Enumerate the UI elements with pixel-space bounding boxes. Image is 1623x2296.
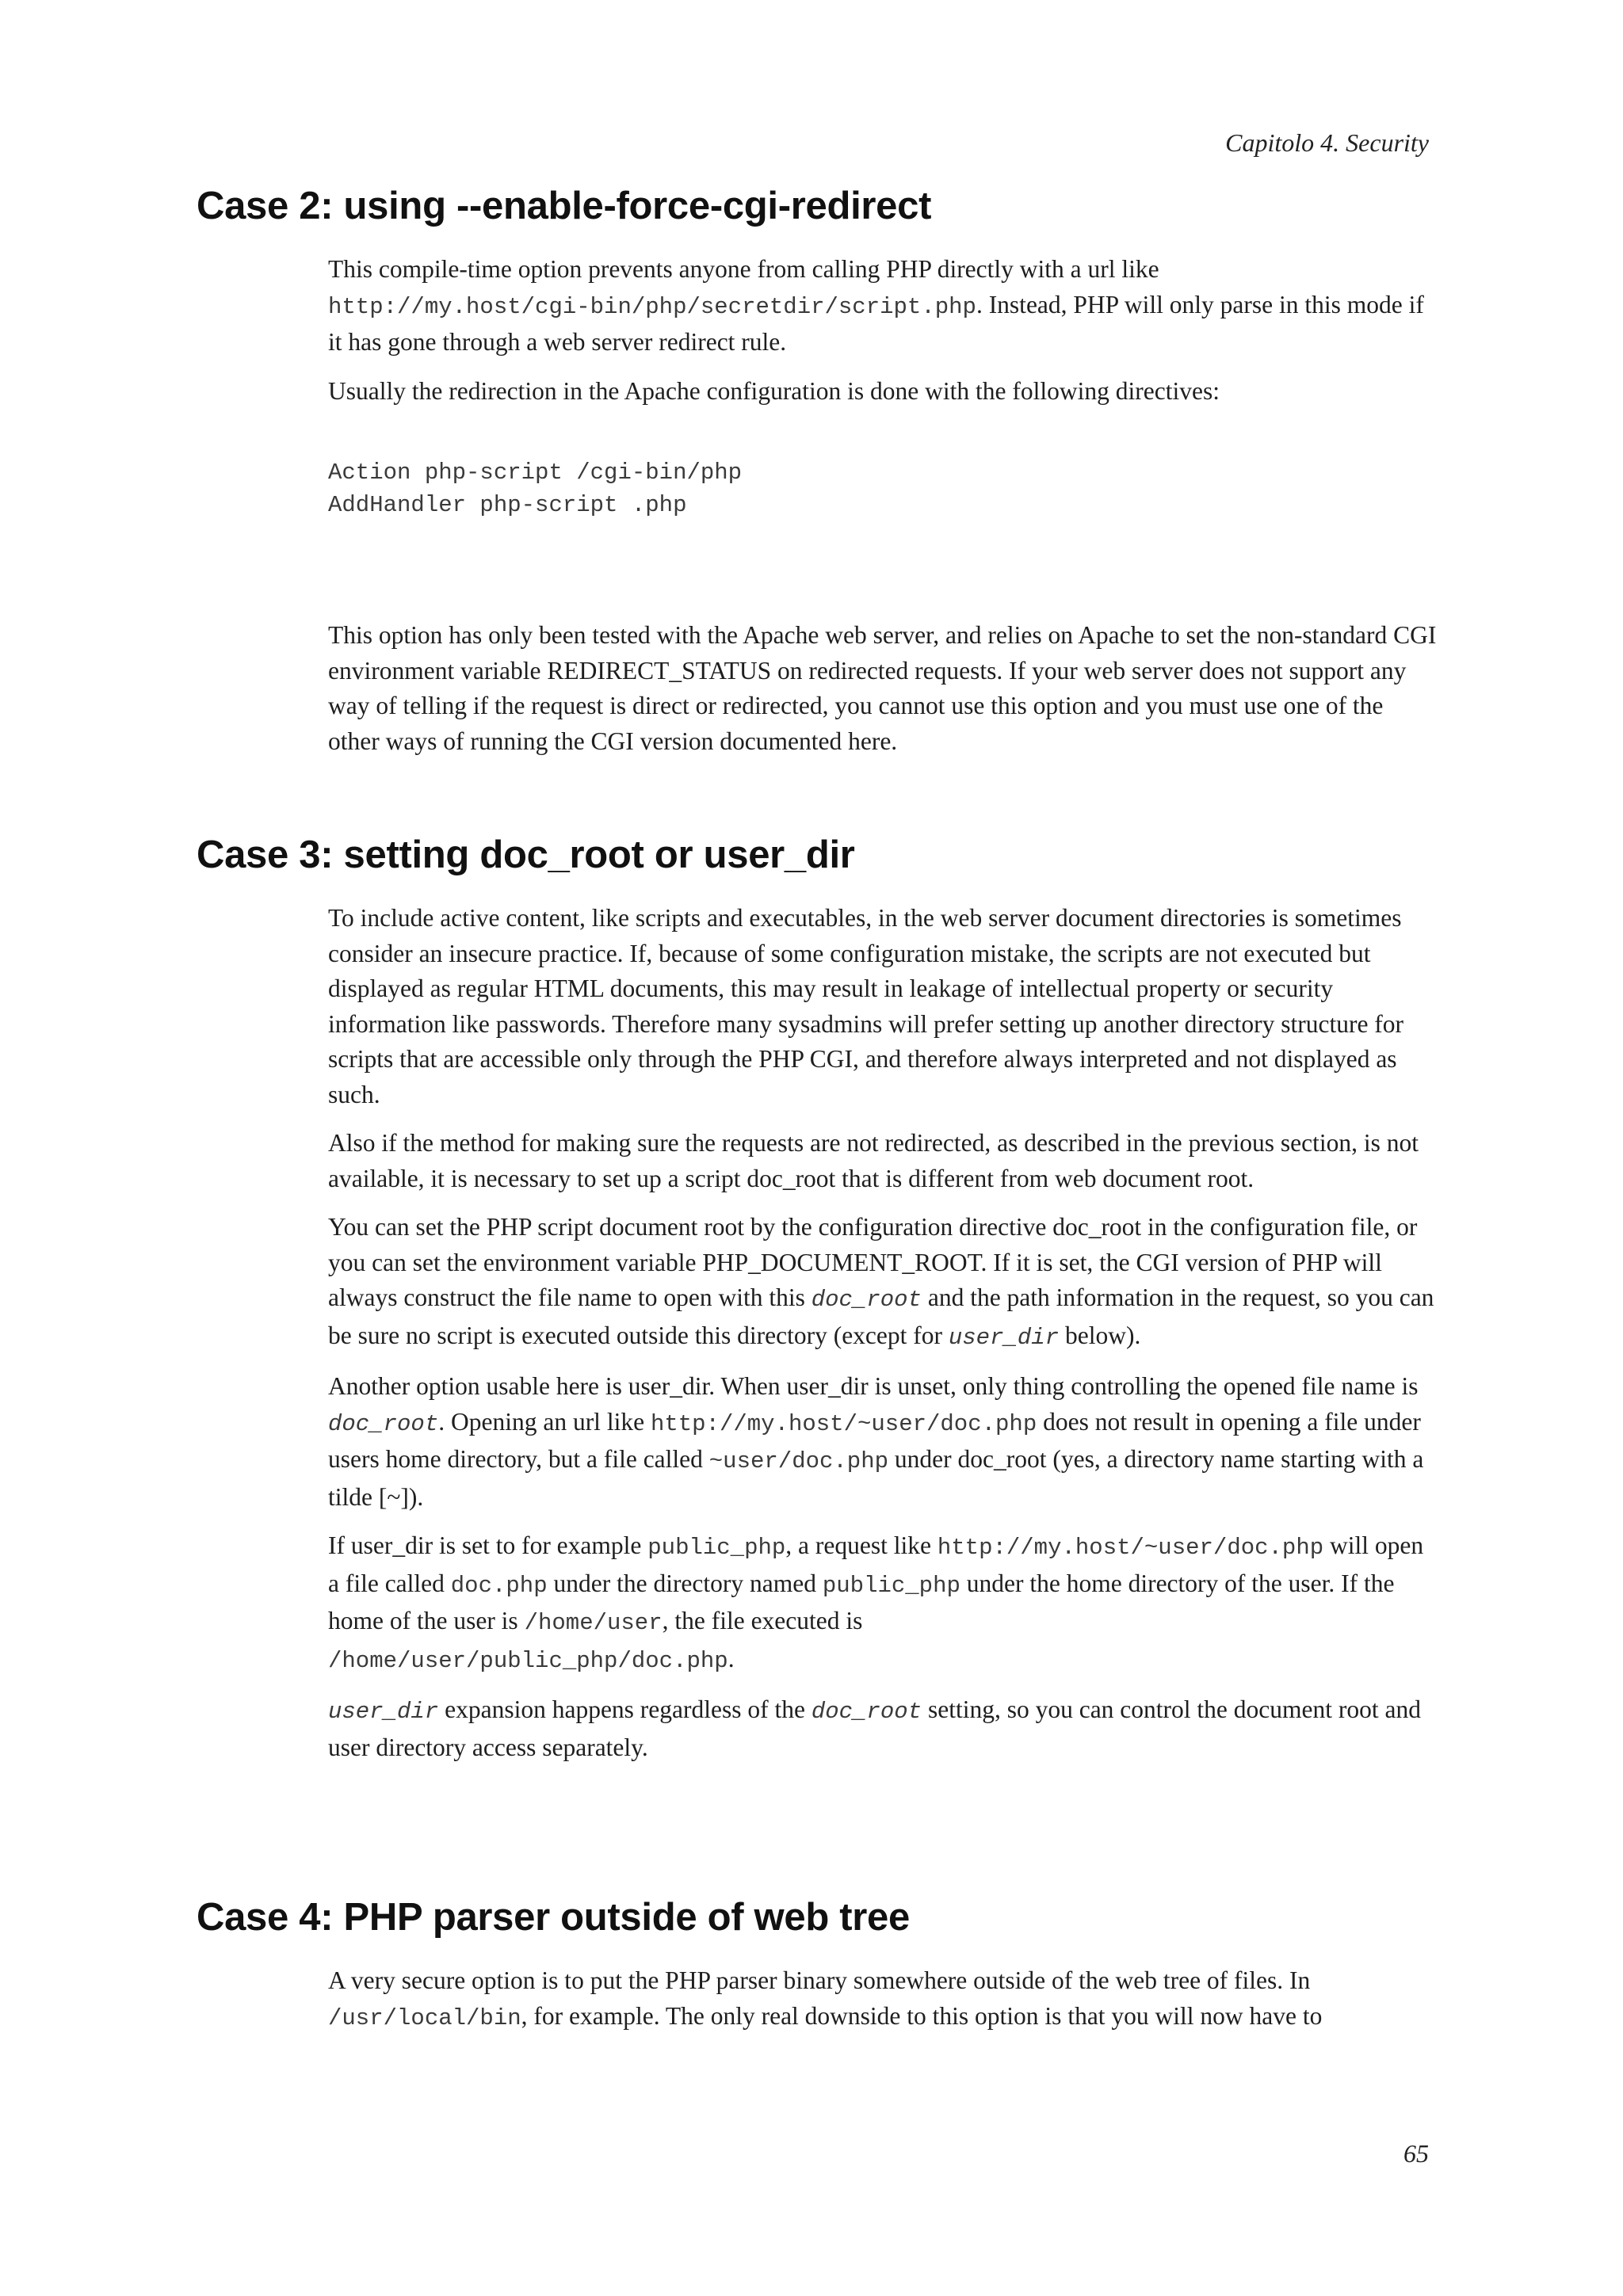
text: does not result in opening a file under users home directory, but a file called: [328, 1407, 1421, 1473]
paragraph: Also if the method for making sure the requests are not redirected, as described in the previous section, is not available, it is necessary to set up a script doc_root that is different from web document root.: [328, 1129, 1419, 1192]
inline-var: user_dir: [948, 1324, 1060, 1351]
text: and the path information in the request, so you can be sure no script is executed outside this directory (except for: [328, 1283, 1434, 1349]
inline-code: /home/user/public_php/doc.php: [328, 1647, 728, 1674]
section-body-case3: [328, 901, 1438, 1779]
paragraph: [328, 1369, 1438, 1515]
text: , for example. The only real downside to this option is that you will now have to: [521, 2001, 1323, 2030]
inline-code: /usr/local/bin: [328, 2004, 521, 2031]
text: , a request like: [785, 1531, 938, 1559]
inline-code: public_php: [647, 1535, 786, 1561]
inline-var: doc_root: [811, 1699, 922, 1725]
section-title-case2: Case 2: using --enable-force-cgi-redirect: [197, 185, 932, 227]
inline-code: http://my.host/cgi-bin/php/secretdir/script.php: [328, 293, 976, 320]
paragraph: [328, 1528, 1438, 1679]
paragraph: To include active content, like scripts and executables, in the web server document directories is sometimes consider an insecure practice. If, because of some configuration mistake, the scripts are not executed but displayed as regular HTML documents, this may result in leakage of intellectual property or security information like passwords. Therefore many sysadmins will prefer setting up another directory structure for scripts that are accessible only through the PHP CGI, and therefore always interpreted and not displayed as such.: [328, 904, 1404, 1108]
text: .: [727, 1644, 735, 1672]
inline-var: doc_root: [328, 1410, 439, 1437]
text: You can set the PHP script document root by the configuration directive doc_root in the configuration file, or you can set the environment variable PHP_DOCUMENT_ROOT. If it is set, the CGI version of PHP will always construct the file name to open with this: [328, 1213, 1418, 1311]
code-block: [328, 456, 1438, 521]
text: below).: [1059, 1321, 1141, 1349]
inline-code: public_php: [822, 1572, 960, 1599]
inline-var: user_dir: [328, 1699, 439, 1725]
text: expansion happens regardless of the: [438, 1695, 812, 1723]
code-line: Action php-script /cgi-bin/php: [328, 460, 743, 486]
inline-var: doc_root: [811, 1287, 922, 1313]
inline-code: /home/user: [524, 1610, 663, 1636]
text: under the directory named: [547, 1569, 823, 1597]
text: under the home directory of the user. If the home of the user is: [328, 1569, 1395, 1634]
text: If user_dir is set to for example: [328, 1531, 648, 1559]
paragraph: Usually the redirection in the Apache configuration is done with the following directives:: [328, 376, 1220, 405]
text: This compile-time option prevents anyone from calling PHP directly with a url like: [328, 255, 1159, 283]
section-title-case4: Case 4: PHP parser outside of web tree: [197, 1896, 910, 1939]
text: will open a file called: [328, 1531, 1424, 1597]
text: . Instead, PHP will only parse in this mode if it has gone through a web server redirect rule.: [328, 290, 1424, 356]
inline-code: ~user/doc.php: [708, 1448, 889, 1474]
paragraph: [328, 1692, 1438, 1765]
section-title-case3: Case 3: setting doc_root or user_dir: [197, 833, 855, 876]
paragraph: This option has only been tested with the Apache web server, and relies on Apache to set the non-standard CGI environment variable REDIRECT_STATUS on redirected requests. If your web server does not support any way of telling if the request is direct or redirected, you cannot use this option and you must use one of the other ways of running the CGI version documented here.: [328, 621, 1437, 755]
text: under doc_root (yes, a directory name starting with a tilde [~]).: [328, 1445, 1424, 1511]
paragraph: [328, 1210, 1438, 1356]
page-number: 65: [1403, 2139, 1429, 2168]
inline-code: doc.php: [450, 1572, 548, 1599]
text: Another option usable here is user_dir. When user_dir is unset, only thing controlling the opened file name is: [328, 1372, 1419, 1400]
text: setting, so you can control the document root and user directory access separately.: [328, 1695, 1421, 1761]
inline-code: http://my.host/~user/doc.php: [937, 1535, 1324, 1561]
text: . Opening an url like: [438, 1407, 651, 1436]
text: , the file executed is: [662, 1607, 863, 1634]
inline-code: http://my.host/~user/doc.php: [650, 1410, 1037, 1437]
code-line: AddHandler php-script .php: [328, 492, 687, 518]
paragraph: [328, 1963, 1438, 2036]
section-body-case4: [328, 1963, 1438, 2050]
section-body-case2: [328, 252, 1438, 772]
paragraph: [328, 252, 1438, 360]
text: A very secure option is to put the PHP parser binary somewhere outside of the web tree of files. In: [328, 1966, 1311, 1994]
running-header: Capitolo 4. Security: [1225, 128, 1429, 157]
